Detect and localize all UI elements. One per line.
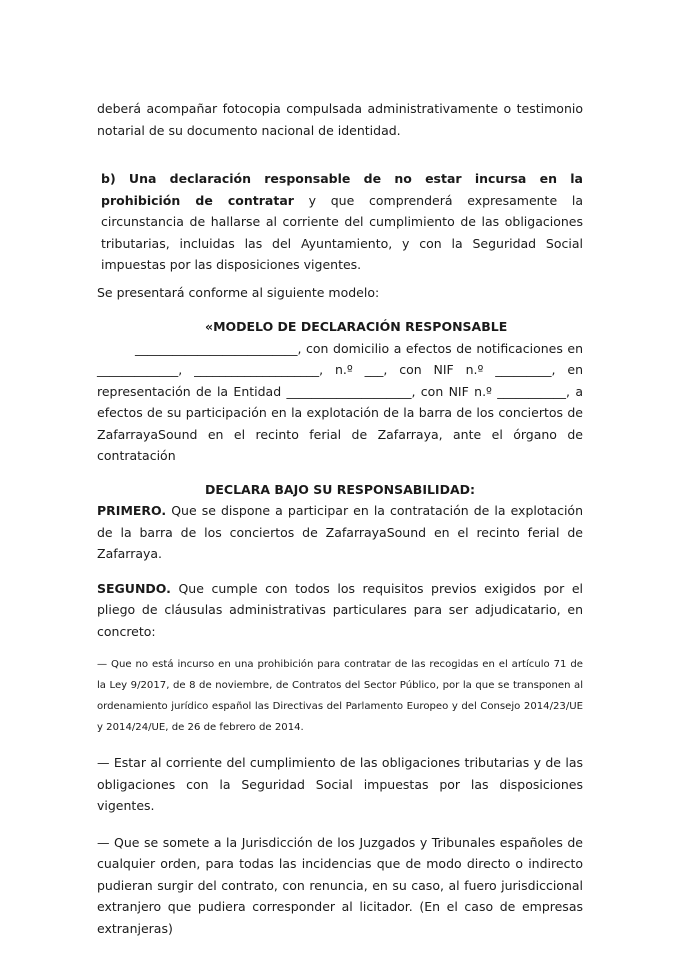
paragraph-segundo <box>97 578 583 643</box>
model-body: __________________________, con domicilio a efectos de notificaciones en _____________, ____________________, n.º ___, con NIF n.º _________, en representación de la Entidad ____________________, con NIF n.º ___________, a efectos de su participación en la explotación de la barra de los conciertos de ZafarrayaSound en el recinto ferial de Zafarraya, ante el órgano de contratación <box>97 340 583 463</box>
paragraph-declaration-b <box>97 168 583 276</box>
document-page <box>97 98 583 939</box>
primero-text: Que se dispone a participar en la contratación de la explotación de la barra de los conciertos de ZafarrayaSound en el recinto ferial de Zafarraya. <box>97 503 583 561</box>
declara-heading-text: DECLARA BAJO SU RESPONSABILIDAD: <box>204 481 476 497</box>
paragraph-identity-copy: deberá acompañar fotocopia compulsada administrativamente o testimonio notarial de su documento nacional de identidad. <box>97 101 583 138</box>
paragraph-model-intro: Se presentará conforme al siguiente modelo: <box>97 284 380 300</box>
model-title-text: «MODELO DE DECLARACIÓN RESPONSABLE <box>205 319 508 334</box>
segundo-text: Que cumple con todos los requisitos previos exigidos por el pliego de cláusulas administrativas particulares para ser adjudicatario, en concreto: <box>97 580 583 639</box>
primero-label: PRIMERO. <box>97 503 167 518</box>
requirement-item-2: — Estar al corriente del cumplimiento de las obligaciones tributarias y de las obligaciones con la Seguridad Social impuestas por las disposiciones vigentes. <box>97 755 583 813</box>
declara-heading <box>97 479 583 501</box>
requirement-item-1: — Que no está incurso en una prohibición para contratar de las recogidas en el artículo 71 de la Ley 9/2017, de 8 de noviembre, de Contratos del Sector Público, por la que se transponen al ordenamiento jurídico español las Directivas del Parlamento Europeo y del Consejo 2014/23/UE y 2014/24/UE, de 26 de febrero de 2014. <box>97 659 583 733</box>
declaration-b-heading: b) Una declaración responsable de no estar incursa en la prohibición de contratar <box>101 171 583 208</box>
segundo-label: SEGUNDO. <box>97 580 171 596</box>
requirement-item-3: — Que se somete a la Jurisdicción de los Juzgados y Tribunales españoles de cualquier orden, para todas las incidencias que de modo directo o indirecto pudieran surgir del contrato, con renuncia, en su caso, al fuero jurisdiccional extranjero que pudiera corresponder al licitador. (En el caso de empresas extranjeras) <box>97 834 583 936</box>
model-title <box>97 316 583 338</box>
declaration-b-text: y que comprenderá expresamente la circunstancia de hallarse al corriente del cumplimiento de las obligaciones tributarias, incluidas las del Ayuntamiento, y con la Seguridad Social impuestas por las disposiciones vigentes. <box>101 192 583 272</box>
paragraph-primero <box>97 500 583 565</box>
